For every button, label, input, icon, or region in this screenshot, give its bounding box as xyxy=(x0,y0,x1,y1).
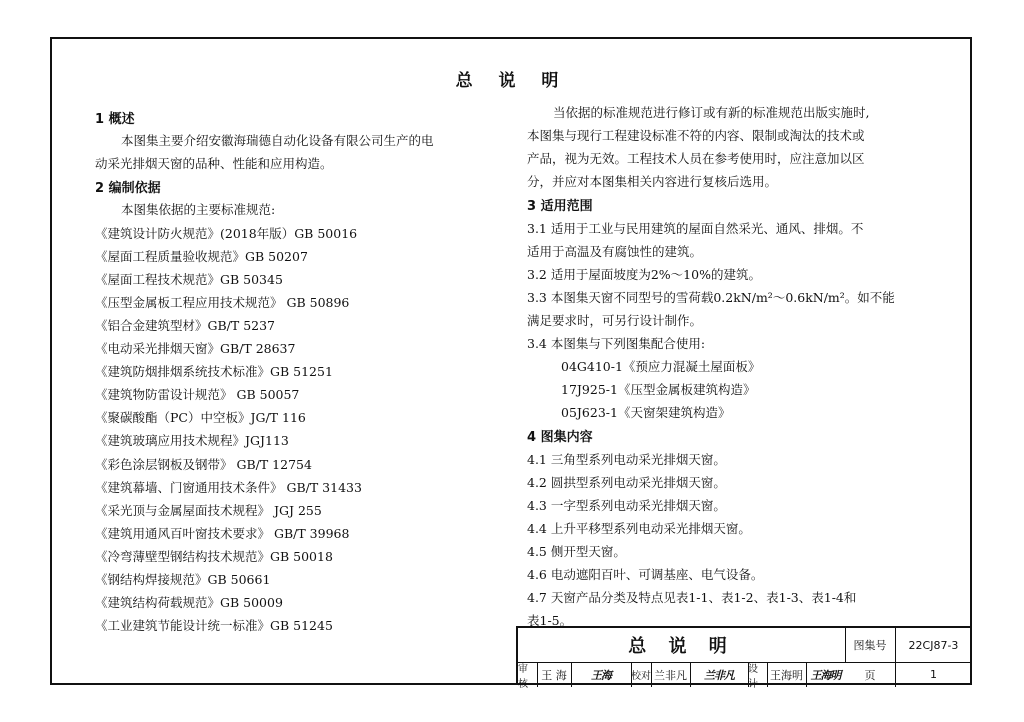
check-label: 校对 xyxy=(631,671,651,682)
section-heading: 3 适用范围 xyxy=(527,199,593,215)
text-line: 《建筑结构荷载规范》GB 50009 xyxy=(95,595,283,611)
text-line: 《建筑用通风百叶窗技术要求》 GB/T 39968 xyxy=(95,525,350,541)
text-line: 《屋面工程质量验收规范》GB 50207 xyxy=(95,248,308,264)
text-line: 动采光排烟天窗的品种、性能和应用构造。 xyxy=(95,156,333,172)
title-block-title: 总 说 明 xyxy=(628,636,735,657)
text-line: 《铝合金建筑型材》GB/T 5237 xyxy=(95,317,276,333)
text-line: 《压型金属板工程应用技术规范》 GB 50896 xyxy=(95,294,350,310)
text-line: 04G410-1《预应力混凝土屋面板》 xyxy=(561,359,761,375)
text-line: 产品，视为无效。工程技术人员在参考使用时，应注意加以区 xyxy=(527,151,865,167)
text-line: 《工业建筑节能设计统一标准》GB 51245 xyxy=(95,618,333,634)
page-number: 1 xyxy=(930,668,937,681)
text-line: 满足要求时，可另行设计制作。 xyxy=(527,312,703,328)
text-line: 4.2 圆拱型系列电动采光排烟天窗。 xyxy=(527,474,726,490)
review-signature: 王海 xyxy=(591,668,611,682)
text-line: 《冷弯薄壁型钢结构技术规范》GB 50018 xyxy=(95,548,333,564)
section-heading: 1 概述 xyxy=(95,112,135,127)
text-line: 3.4 本图集与下列图集配合使用: xyxy=(527,336,706,351)
text-line: 当依据的标准规范进行修订或有新的标准规范出版实施时, xyxy=(553,105,870,120)
check-name: 兰非凡 xyxy=(654,668,687,682)
text-line: 《电动采光排烟天窗》GB/T 28637 xyxy=(95,341,296,356)
text-line: 3.3 本图集天窗不同型号的雪荷载0.2kN/m²～0.6kN/m²。如不能 xyxy=(527,289,895,305)
atlas-number-label: 图集号 xyxy=(853,639,887,652)
text-line: 4.6 电动遮阳百叶、可调基座、电气设备。 xyxy=(527,567,764,582)
text-line: 05J623-1《天窗架建筑构造》 xyxy=(561,405,731,421)
text-line: 4.4 上升平移型系列电动采光排烟天窗。 xyxy=(527,520,751,536)
text-line: 本图集依据的主要标准规范: xyxy=(121,202,276,218)
text-line: 17J925-1《压型金属板建筑构造》 xyxy=(561,382,756,398)
text-line: 《建筑防烟排烟系统技术标准》GB 51251 xyxy=(95,364,333,380)
text-line: 《屋面工程技术规范》GB 50345 xyxy=(95,271,283,287)
text-line: 本图集主要介绍安徽海瑞德自动化设备有限公司生产的电 xyxy=(121,133,434,149)
text-line: 4.7 天窗产品分类及特点见表1-1、表1-2、表1-3、表1-4和 xyxy=(527,590,857,606)
text-line: 《聚碳酸酯（PC）中空板》JG/T 116 xyxy=(95,410,306,426)
text-line: 《建筑玻璃应用技术规程》JGJ113 xyxy=(95,433,289,449)
text-line: 4.5 侧开型天窗。 xyxy=(527,543,626,559)
text-line: 4.3 一字型系列电动采光排烟天窗。 xyxy=(527,497,726,513)
text-line: 《建筑幕墙、门窗通用技术条件》 GB/T 31433 xyxy=(95,479,362,495)
right-column xyxy=(527,103,947,629)
text-line: 4.1 三角型系列电动采光排烟天窗。 xyxy=(527,451,726,467)
design-signature: 王海明 xyxy=(810,668,841,682)
design-name: 王海明 xyxy=(770,668,803,682)
text-line: 《采光顶与金属屋面技术规程》 JGJ 255 xyxy=(95,502,322,518)
section-heading: 2 编制依据 xyxy=(95,181,161,197)
left-column xyxy=(95,108,495,648)
design-label: 设计 xyxy=(748,663,758,690)
text-line: 《彩色涂层钢板及钢带》 GB/T 12754 xyxy=(95,456,312,472)
check-signature: 兰非凡 xyxy=(704,668,734,682)
page-title: 总 说 明 xyxy=(455,71,569,91)
text-line: 分，并应对本图集相关内容进行复核后选用。 xyxy=(527,174,778,190)
text-line: 本图集与现行工程建设标准不符的内容、限制或淘汰的技术或 xyxy=(527,128,865,144)
text-line: 3.2 适用于屋面坡度为2%～10%的建筑。 xyxy=(527,266,761,282)
page-label: 页 xyxy=(864,668,876,682)
review-name: 王 海 xyxy=(541,668,567,682)
text-line: 《钢结构焊接规范》GB 50661 xyxy=(95,572,271,587)
text-line: 表1-5。 xyxy=(527,613,573,629)
text-line: 《建筑物防雷设计规范》 GB 50057 xyxy=(95,387,300,403)
review-label: 审核 xyxy=(518,663,528,690)
section-heading: 4 图集内容 xyxy=(527,430,593,446)
title-block xyxy=(516,626,972,690)
text-line: 适用于高温及有腐蚀性的建筑。 xyxy=(527,243,703,259)
text-line: 《建筑设计防火规范》(2018年版）GB 50016 xyxy=(95,225,358,241)
text-line: 3.1 适用于工业与民用建筑的屋面自然采光、通风、排烟。不 xyxy=(527,220,864,236)
atlas-number: 22CJ87-3 xyxy=(908,638,959,652)
